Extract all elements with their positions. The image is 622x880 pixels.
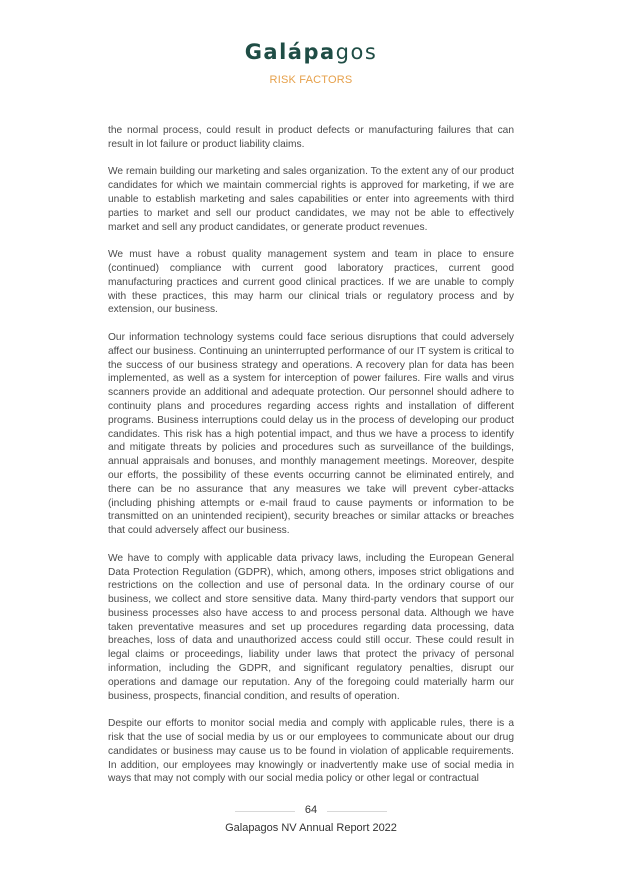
- paragraph: Despite our efforts to monitor social media and comply with applicable rules, there is a risk that the use of social media by us or our employees to communicate about our drug candidates or business may cause us to be found in violation of applicable requirements. In addition, our employees may knowingly or inadvertently make use of social media in ways that may not comply with our social media policy or other legal or contractual: [108, 718, 514, 785]
- page-number: 64: [304, 804, 318, 816]
- section-title: RISK FACTORS: [269, 74, 353, 86]
- footer-divider-right: [327, 811, 387, 812]
- footer-report-title: Galapagos NV Annual Report 2022: [225, 822, 397, 834]
- logo-text-bold: Galápa: [244, 40, 336, 64]
- paragraph: the normal process, could result in product defects or manufacturing failures that can result in lot failure or product liability claims.: [108, 125, 514, 150]
- paragraph: Our information technology systems could face serious disruptions that could adversely affect our business. Continuing an uninterrupted performance of our IT system is critical to the success of our business strategy and operations. A recovery plan for data has been implemented, as well as a system for interception of power failures. Fire walls and virus scanners provide an additional and adequate protection. Our personnel should adhere to continuity plans and procedures regarding access rights and installation of different programs. Business interruptions could delay us in the process of developing our product candidates. This risk has a high potential impact, and thus we have a process to identify and mitigate threats by policies and procedures such as surveillance of the buildings, annual appraisals and bonuses, and monthly management meetings. Moreover, despite our efforts, the possibility of these events occurring cannot be eliminated entirely, and there can be no assurance that any measures we take will prevent cyber-attacks (including phishing attempts or e-mail fraud to cause payments or information to be transmitted on an unintended recipient), security breaches or similar attacks or breaches that could adversely affect our business.: [108, 331, 514, 537]
- galapagos-logo: [0, 40, 622, 64]
- paragraph: We remain building our marketing and sales organization. To the extent any of our product candidates for which we maintain commercial rights is approved for marketing, if we are unable to establish marketing and sales capabilities or enter into agreements with third parties to market and sell our product candidates, we may not be able to effectively market and sell any product candidates, or generate product revenues.: [108, 166, 514, 233]
- body-text: [108, 124, 514, 800]
- paragraph: We have to comply with applicable data privacy laws, including the European General Data Protection Regulation (GDPR), which, among others, imposes strict obligations and restrictions on the collection and use of personal data. In the ordinary course of our business, we collect and store sensitive data. Many third-party vendors that support our business processes also have access to and process personal data. Although we have taken preventative measures and set up procedures regarding data processing, data breaches, loss of data and unauthorized access could still occur. These could result in legal claims or proceedings, liability under laws that protect the privacy of personal information, including the GDPR, and significant regulatory penalties, disrupt our operations and damage our reputation. Any of the foregoing could materially harm our business, prospects, financial condition, and results of operation.: [108, 552, 514, 702]
- logo-text-light: gos: [335, 40, 378, 64]
- paragraph: We must have a robust quality management system and team in place to ensure (continued) compliance with current good laboratory practices, current good manufacturing practices and current good clinical practices. If we are unable to comply with these practices, this may harm our clinical trials or regulatory process and by extension, our business.: [108, 249, 514, 316]
